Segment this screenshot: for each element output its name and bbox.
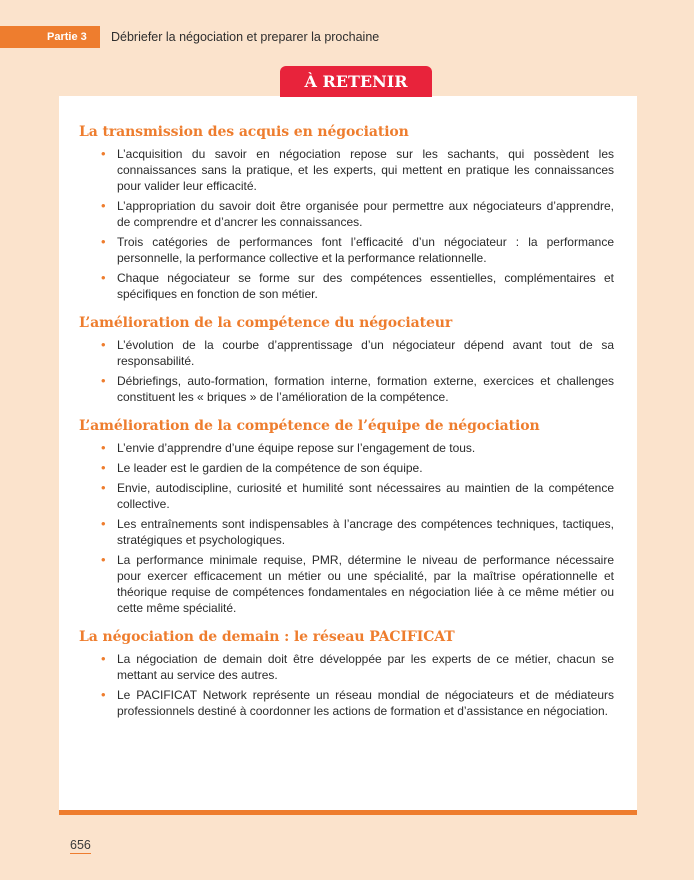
list-item: • Trois catégories de performances font l’efficacité d’un négociateur : la performance personnelle, la performance collective et la performance relationnelle. (101, 234, 614, 265)
list-item: • Envie, autodiscipline, curiosité et humilité sont nécessaires au maintien de la compétence collective. (101, 480, 614, 511)
bullet-list (79, 651, 614, 719)
bullet-icon: • (101, 460, 106, 475)
card-bottom-border (59, 810, 637, 815)
list-item: • La négociation de demain doit être développée par les experts de ce métier, chacun se mettant au service des autres. (101, 651, 614, 682)
bullet-list (79, 337, 614, 405)
bullet-list (79, 440, 614, 616)
section-heading: L’amélioration de la compétence de l’équipe de négociation (79, 418, 540, 434)
box-title: À RETENIR (280, 66, 432, 97)
chapter-title: Débriefer la négociation et preparer la prochaine (111, 30, 380, 44)
bullet-icon: • (101, 552, 106, 567)
bullet-icon: • (101, 337, 106, 352)
section-heading: L’amélioration de la compétence du négociateur (79, 315, 453, 331)
section-competence-equipe (79, 418, 614, 616)
bullet-icon: • (101, 373, 106, 388)
page-number: 656 (70, 838, 91, 852)
summary-content (79, 124, 614, 732)
section-transmission (79, 124, 614, 302)
bullet-list (79, 146, 614, 302)
bullet-icon: • (101, 270, 106, 285)
list-item: • L’envie d’apprendre d’une équipe repose sur l’engagement de tous. (101, 440, 476, 455)
bullet-icon: • (101, 516, 106, 531)
list-item: • L’acquisition du savoir en négociation repose sur les sachants, qui possèdent les connaissances sans la pratique, et les experts, qui mettent en pratique les connaissances pour valider leur efficacité. (101, 146, 614, 193)
part-label: Partie 3 (47, 31, 87, 43)
bullet-icon: • (101, 146, 106, 161)
list-item: • L’évolution de la courbe d’apprentissage d’un négociateur dépend avant tout de sa responsabilité. (101, 337, 614, 368)
bullet-icon: • (101, 687, 106, 702)
bullet-icon: • (101, 651, 106, 666)
list-item: • Le leader est le gardien de la compétence de son équipe. (101, 460, 423, 475)
list-item: • Chaque négociateur se forme sur des compétences essentielles, complémentaires et spécifiques en fonction de son métier. (101, 270, 614, 301)
bullet-icon: • (101, 234, 106, 249)
list-item: • Débriefings, auto-formation, formation interne, formation externe, exercices et challenges constituent les « briques » de l’amélioration de la compétence. (101, 373, 614, 404)
list-item: • L’appropriation du savoir doit être organisée pour permettre aux négociateurs d’apprendre, de comprendre et d’ancrer les connaissances. (101, 198, 614, 229)
section-heading: La négociation de demain : le réseau PACIFICAT (79, 629, 455, 645)
list-item: • La performance minimale requise, PMR, détermine le niveau de performance nécessaire pour exercer efficacement un métier ou une spécialité, par la maîtrise opérationnelle et théorique requise de compétences fondamentales en négociation liée à ce même métier ou cette même spécialité. (101, 552, 614, 615)
list-item: • Les entraînements sont indispensables à l’ancrage des compétences techniques, tactiques, stratégiques et psychologiques. (101, 516, 614, 547)
list-item: • Le PACIFICAT Network représente un réseau mondial de négociateurs et de médiateurs professionnels destiné à coordonner les actions de formation et d’assistance en négociation. (101, 687, 614, 718)
bullet-icon: • (101, 480, 106, 495)
section-pacificat (79, 629, 614, 719)
bullet-icon: • (101, 198, 106, 213)
bullet-icon: • (101, 440, 106, 455)
section-competence-negociateur (79, 315, 614, 405)
section-heading: La transmission des acquis en négociation (79, 124, 409, 140)
